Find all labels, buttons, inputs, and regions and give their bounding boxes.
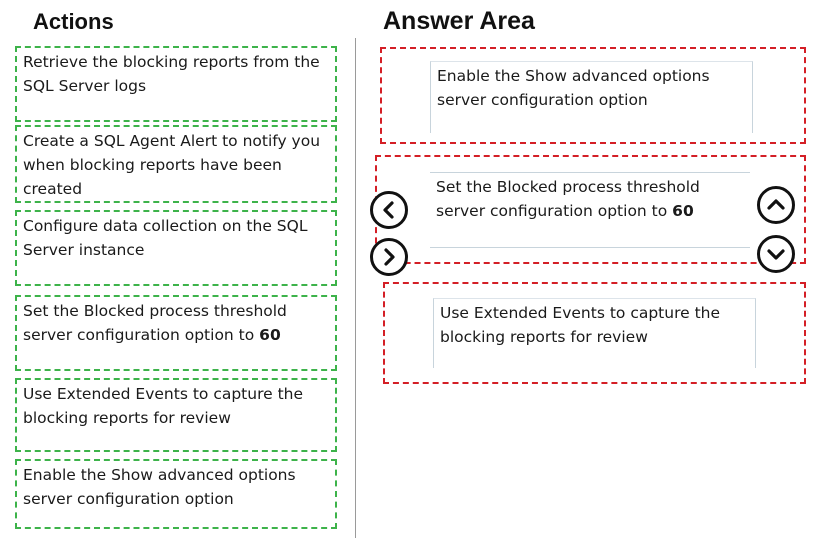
actions-heading: Actions: [33, 9, 114, 34]
column-divider: [355, 38, 356, 538]
action-text: Set the Blocked process threshold server configuration option to: [23, 302, 287, 344]
action-item-extended-events[interactable]: [15, 378, 337, 452]
answer-item-show-advanced[interactable]: [430, 61, 753, 133]
answer-item-blocked-threshold[interactable]: [430, 172, 750, 248]
move-up-button[interactable]: [757, 186, 795, 224]
action-text: Create a SQL Agent Alert to notify you when blocking reports have been created: [23, 132, 321, 198]
action-item-sql-agent-alert[interactable]: [15, 125, 337, 203]
action-item-show-advanced[interactable]: [15, 459, 337, 529]
answer-text: Set the Blocked process threshold server configuration option to: [436, 178, 700, 220]
answer-item-extended-events[interactable]: [433, 298, 756, 368]
move-left-button[interactable]: [370, 191, 408, 229]
action-item-retrieve-logs[interactable]: [15, 46, 337, 122]
action-text: Configure data collection on the SQL Server instance: [23, 217, 308, 259]
action-item-blocked-threshold[interactable]: [15, 295, 337, 371]
action-text: Use Extended Events to capture the blocking reports for review: [23, 385, 304, 427]
move-right-button[interactable]: [370, 238, 408, 276]
threshold-value: 60: [259, 326, 281, 344]
chevron-left-icon: [379, 200, 399, 220]
chevron-up-icon: [766, 195, 786, 215]
action-item-data-collection[interactable]: [15, 210, 337, 286]
action-text: Retrieve the blocking reports from the SQL Server logs: [23, 53, 320, 95]
answer-area-heading: Answer Area: [383, 7, 535, 35]
chevron-down-icon: [766, 244, 786, 264]
move-down-button[interactable]: [757, 235, 795, 273]
chevron-right-icon: [379, 247, 399, 267]
answer-text: Use Extended Events to capture the blocking reports for review: [440, 304, 721, 346]
threshold-value: 60: [672, 202, 694, 220]
answer-text: Enable the Show advanced options server configuration option: [437, 67, 710, 109]
action-text: Enable the Show advanced options server configuration option: [23, 466, 296, 508]
